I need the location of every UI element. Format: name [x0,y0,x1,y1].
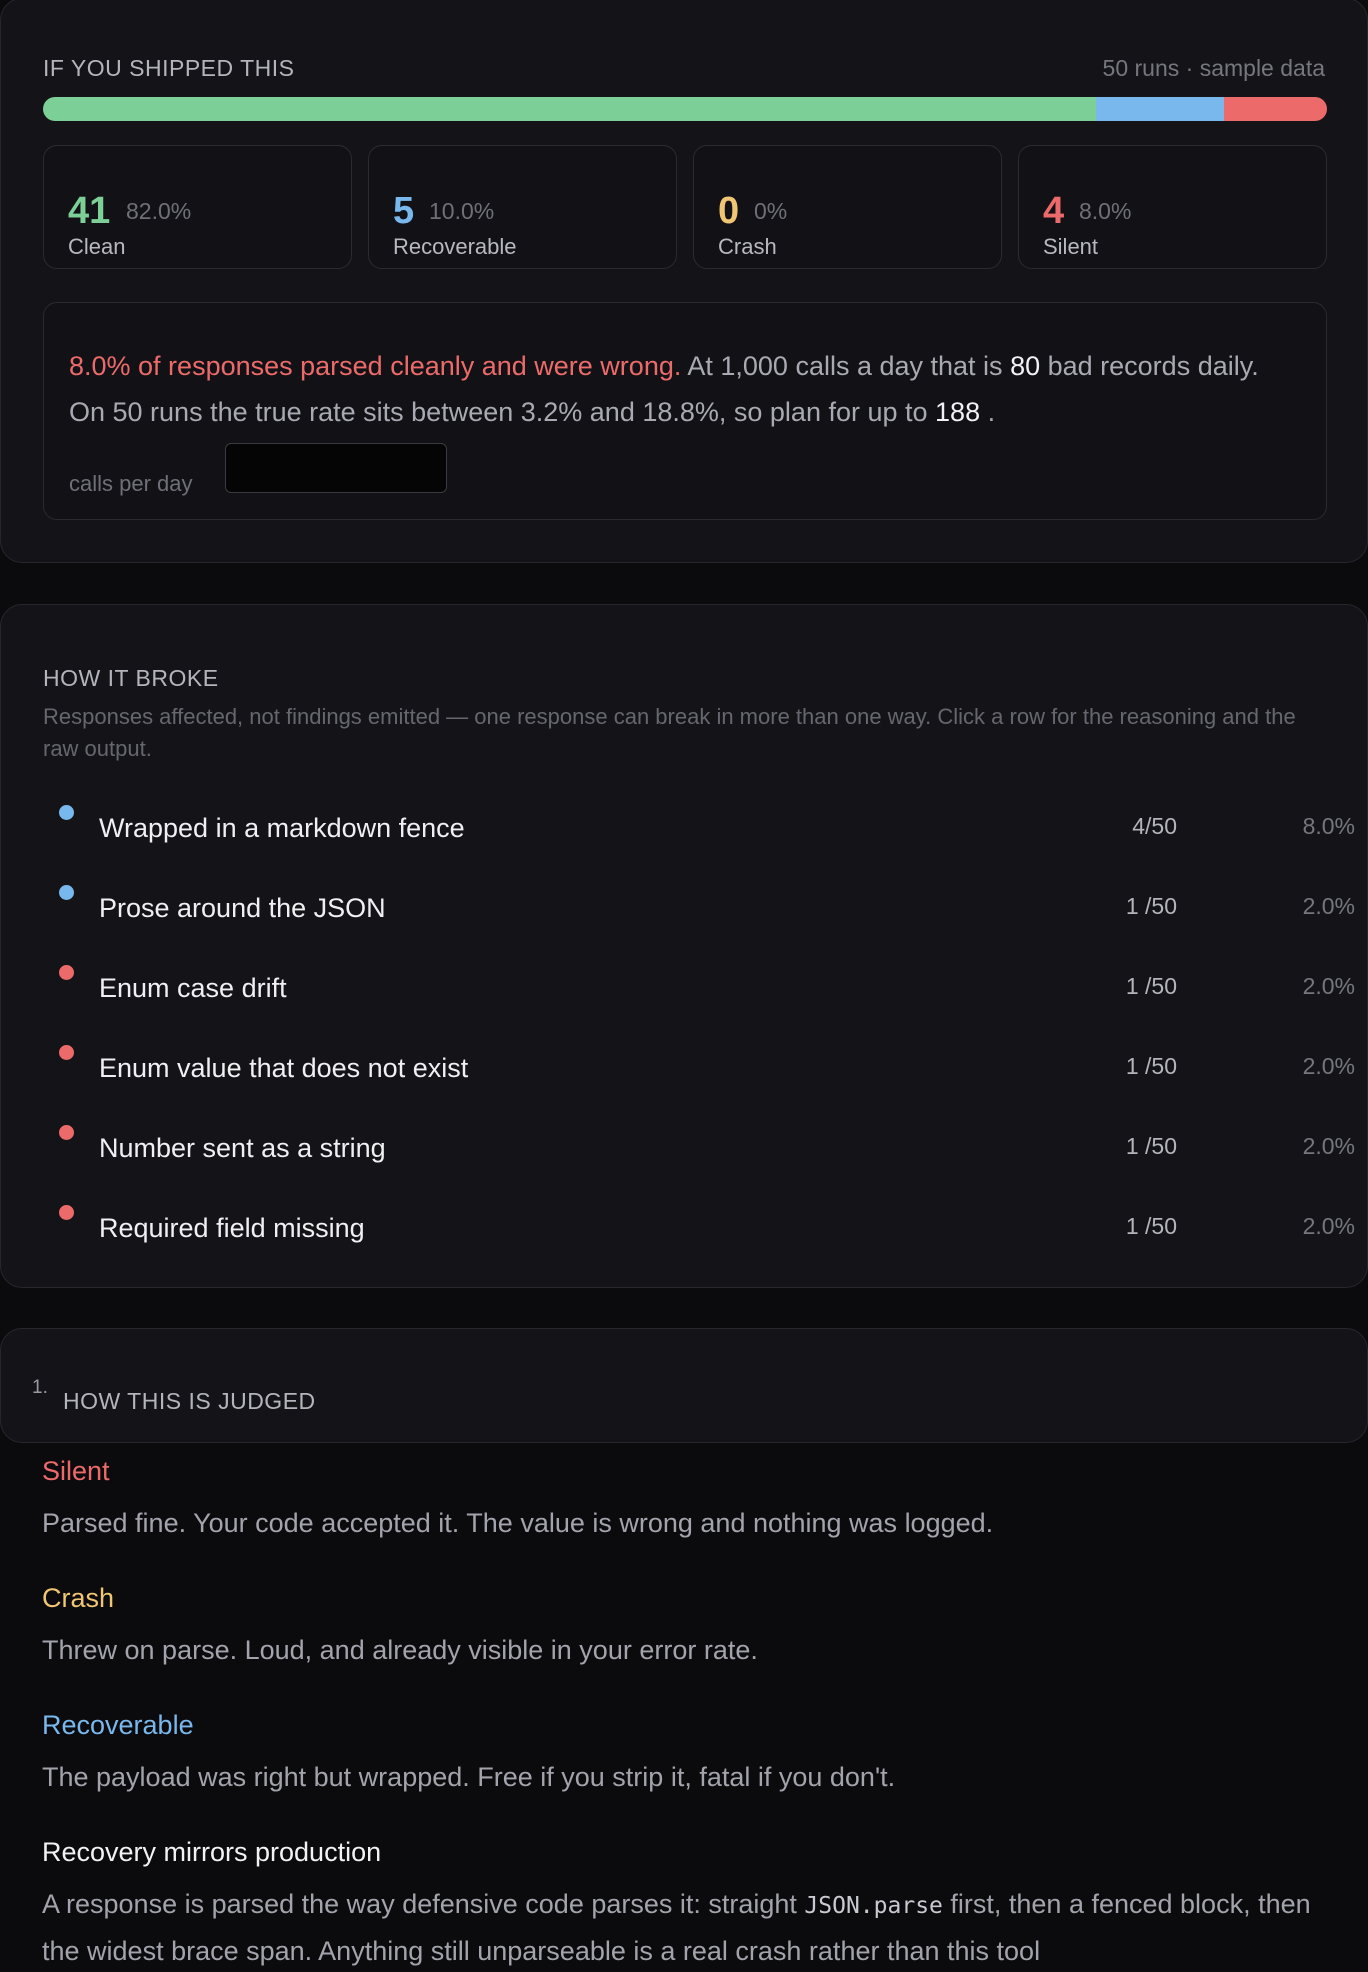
summary-heading: IF YOU SHIPPED THIS [43,55,295,81]
stat-label: Crash [718,234,777,259]
failure-name: Wrapped in a markdown fence [99,813,465,843]
severity-dot [59,1125,74,1140]
stat-count: 0 [718,190,740,232]
severity-dot [59,965,74,980]
judging-heading: HOW THIS IS JUDGED [63,1388,316,1414]
stat-count: 41 [68,190,111,232]
stat-label: Clean [68,234,126,259]
judge-description: The payload was right but wrapped. Free if you strip it, fatal if you don't. [42,1762,896,1792]
stat-silent [1018,145,1327,269]
failure-row[interactable] [43,955,1355,1035]
failure-count: 4/50 [1132,813,1177,839]
impact-headline: 8.0% of responses parsed cleanly and were wrong. [69,351,682,381]
judge-description [42,1882,1326,1972]
stat-percent: 82.0% [126,198,192,224]
severity-dot [59,805,74,820]
outcome-bar-recoverable [1096,97,1224,121]
failure-row[interactable] [43,1115,1355,1195]
stat-clean [43,145,352,269]
impact-text-3: . [980,397,996,427]
stat-recoverable [368,145,677,269]
impact-box [43,302,1327,520]
judge-item-recoverable [42,1710,1326,1800]
judge-title: Silent [42,1456,110,1486]
code-json-parse: JSON.parse [804,1893,943,1919]
judge-description: Parsed fine. Your code accepted it. The value is wrong and nothing was logged. [42,1508,994,1538]
outcome-bar-clean [43,97,1096,121]
judge-item-recovery [42,1837,1326,1972]
judge-description: Threw on parse. Loud, and already visible in your error rate. [42,1635,758,1665]
calls-per-day-label: calls per day [69,471,193,496]
failure-rate: 2.0% [1302,1213,1355,1239]
failure-count: 1 /50 [1125,973,1177,999]
list-marker: 1. [32,1377,48,1398]
stat-count: 4 [1043,190,1065,232]
breakdown-heading: HOW IT BROKE [43,665,219,691]
stat-label: Recoverable [393,234,517,259]
breakdown-subtitle: Responses affected, not findings emitted — one response can break in more than one way. Click a row for the reasoning and the raw output. [43,704,1296,761]
impact-text-1: At 1,000 calls a day that is [681,351,1011,381]
run-meta: 50 runs · sample data [1102,55,1325,81]
failure-name: Number sent as a string [99,1133,386,1163]
severity-dot [59,1205,74,1220]
failure-rate: 2.0% [1302,1133,1355,1159]
failure-row[interactable] [43,875,1355,955]
stat-percent: 10.0% [429,198,495,224]
stat-percent: 8.0% [1079,198,1132,224]
judge-text-before: A response is parsed the way defensive code parses it: straight [42,1889,805,1919]
failure-row[interactable] [43,795,1355,875]
judge-title: Crash [42,1583,115,1613]
failure-rate: 2.0% [1302,893,1355,919]
failure-rate: 2.0% [1302,1053,1355,1079]
summary-card [0,0,1368,563]
severity-dot [59,885,74,900]
failure-rate: 8.0% [1302,813,1355,839]
breakdown-card [0,604,1368,1288]
failure-count: 1 /50 [1125,1053,1177,1079]
severity-dot [59,1045,74,1060]
impact-text-2: bad records daily. On 50 runs the true rate sits between 3.2% and 18.8%, so plan for up to [69,351,1259,427]
failure-count: 1 /50 [1125,893,1177,919]
judge-title: Recovery mirrors production [42,1837,382,1867]
impact-text [69,343,1299,435]
failure-name: Prose around the JSON [99,893,386,923]
stat-label: Silent [1043,234,1099,259]
judging-toggle[interactable] [0,1328,1368,1443]
stat-count: 5 [393,190,415,232]
failure-count: 1 /50 [1125,1133,1177,1159]
failure-row[interactable] [43,1035,1355,1115]
failure-name: Enum value that does not exist [99,1053,469,1083]
outcome-bar [43,97,1327,121]
failure-name: Enum case drift [99,973,287,1003]
judge-item-crash [42,1583,1326,1673]
plan-up-to-value: 188 [935,397,981,427]
bad-records-value: 80 [1010,351,1041,381]
failure-count: 1 /50 [1125,1213,1177,1239]
calls-per-day-input[interactable] [225,443,447,493]
outcome-bar-silent [1224,97,1327,121]
failure-row[interactable] [43,1195,1355,1275]
stat-crash [693,145,1002,269]
failure-rate: 2.0% [1302,973,1355,999]
stat-percent: 0% [754,198,788,224]
judge-item-silent [42,1456,1326,1546]
failure-name: Required field missing [99,1213,365,1243]
judge-text-after: first, then a fenced block, then the widest brace span. Anything still unparseable is a real crash rather than this tool [42,1889,1311,1966]
judge-title: Recoverable [42,1710,194,1740]
